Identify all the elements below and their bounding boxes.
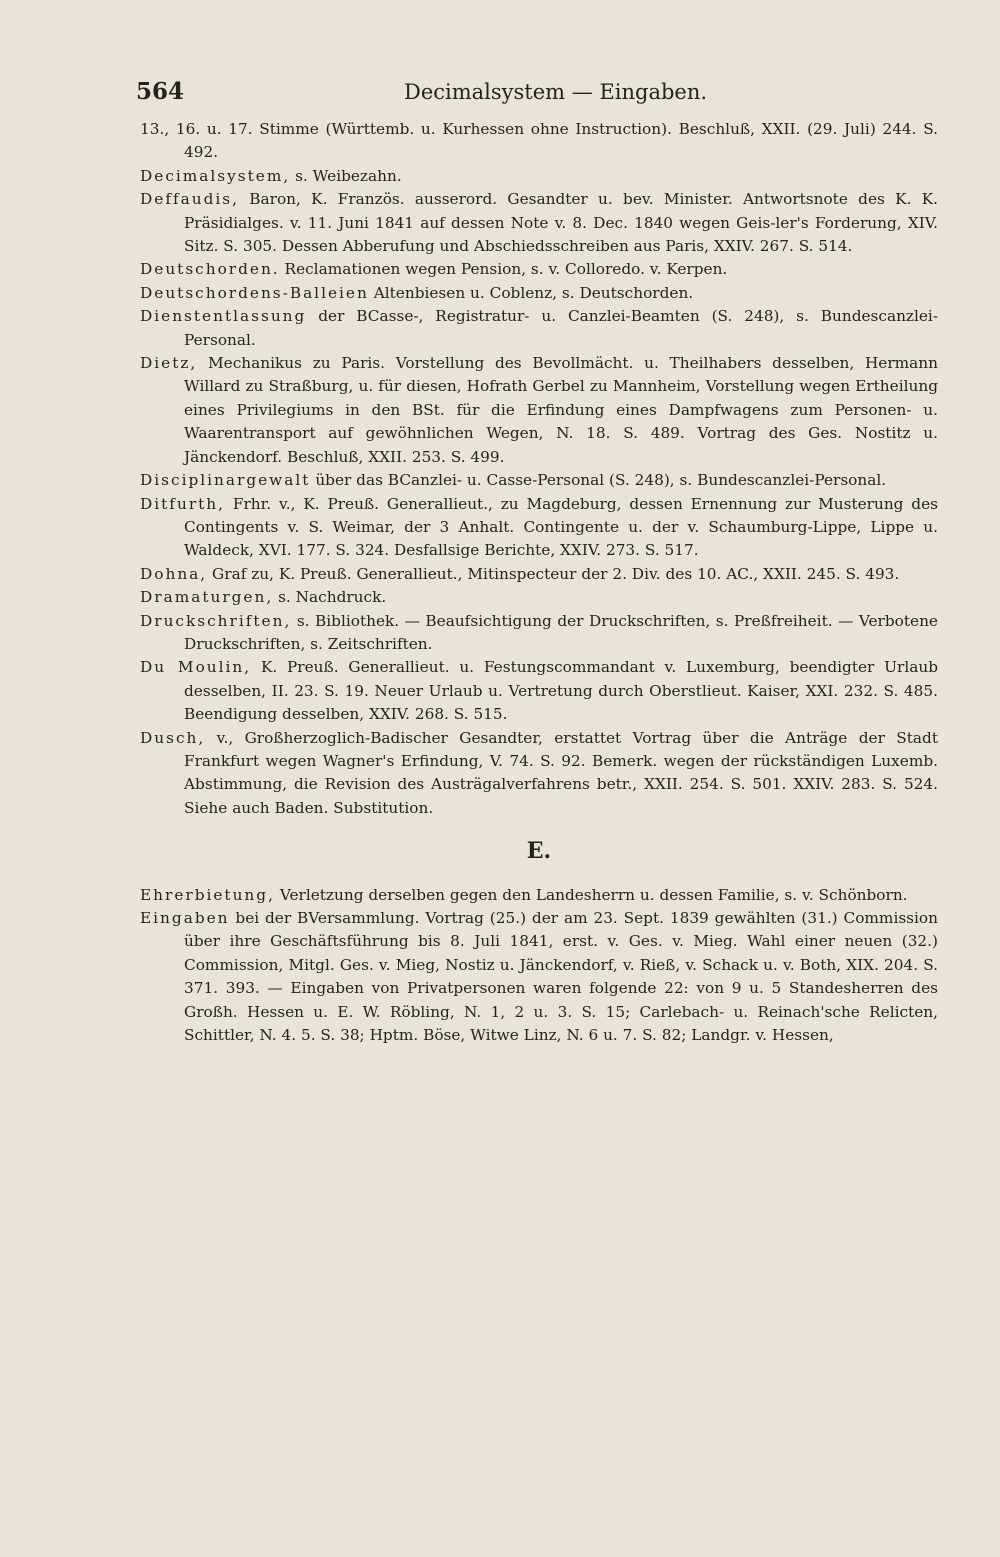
entry-text: Baron, K. Französ. ausserord. Gesandter u. bev. Minister. Antwortsnote des K. K. Präsidialges. v. 11. Juni 1841 auf dessen Note v. 8. Dec. 1840 wegen Geis-ler's Forderung, XIV. Sitz. S. 305. Dessen Abberufung und Abschiedsschreiben aus Paris, XXIV. 267. S. 514. bbox=[184, 190, 938, 256]
entry-term: Dusch, bbox=[140, 728, 206, 747]
index-entry bbox=[140, 469, 938, 492]
index-entry bbox=[140, 258, 938, 281]
entry-text: v., Großherzoglich-Badischer Gesandter, erstattet Vortrag über die Anträge der Stadt Frankfurt wegen Wagner's Erfindung, V. 74. S. 92. Bemerk. wegen der rückständigen Luxemb. Abstimmung, die Revision des Austrägalverfahrens betr., XXII. 254. S. 501. XXIV. 283. S. 524. Siehe auch Baden. Substitution. bbox=[184, 728, 938, 817]
entry-text: s. Weibezahn. bbox=[295, 166, 402, 185]
entry-term: Disciplinargewalt bbox=[140, 471, 311, 490]
entry-term: Deutschordens-Balleien bbox=[140, 283, 369, 302]
entry-term: Ditfurth, bbox=[140, 494, 225, 513]
entry-text: Altenbiesen u. Coblenz, s. Deutschorden. bbox=[373, 283, 694, 302]
entry-text: bei der BVersammlung. Vortrag (25.) der am 23. Sept. 1839 gewählten (31.) Commission über ihre Geschäftsführung bis 8. Juli 1841, erst. v. Ges. v. Mieg. Wahl einer neuen (32.) Commission, Mitgl. Ges. v. Mieg, Nostiz u. Jänckendorf, v. Rieß, v. Schack u. v. Both, XIX. 204. S. 371. 393. — Eingaben von Privatpersonen waren folgende 22: von 9 u. 5 Standesherren des Großh. Hessen u. E. W. Röbling, N. 1, 2 u. 3. S. 15; Carlebach- u. Reinach'sche Relicten, Schittler, N. 4. 5. S. 38; Hptm. Böse, Witwe Linz, N. 6 u. 7. S. 82; Landgr. v. Hessen, bbox=[184, 909, 938, 1045]
index-entry bbox=[140, 610, 938, 657]
section-letter: E. bbox=[526, 838, 552, 865]
index-entry bbox=[140, 352, 938, 469]
index-entry bbox=[140, 586, 938, 609]
index-entries bbox=[140, 118, 938, 1047]
entry-text: Graf zu, K. Preuß. Generallieut., Mitinspecteur der 2. Div. des 10. AC., XXII. 245. S. 493. bbox=[212, 564, 900, 583]
index-entry bbox=[140, 563, 938, 586]
entry-term: Druckschriften, bbox=[140, 611, 292, 630]
entry-text: s. Bibliothek. — Beaufsichtigung der Druckschriften, s. Preßfreiheit. — Verbotene Druckschriften, s. Zeitschriften. bbox=[184, 611, 938, 653]
entry-term: Du Moulin, bbox=[140, 658, 252, 677]
entries-after-section bbox=[140, 884, 938, 1048]
index-entry bbox=[140, 282, 938, 305]
index-entry bbox=[140, 656, 938, 726]
entry-term: Deutschorden. bbox=[140, 260, 280, 279]
entry-term: Decimalsystem, bbox=[140, 166, 291, 185]
index-entry bbox=[140, 118, 938, 165]
index-entry bbox=[140, 727, 938, 821]
entry-term: Dietz, bbox=[140, 354, 198, 373]
entry-text: Mechanikus zu Paris. Vorstellung des Bevollmächt. u. Theilhabers desselben, Hermann Willard zu Straßburg, u. für diesen, Hofrath Gerbel zu Mannheim, Vorstellung wegen Ertheilung eines Privilegiums in den BSt. für die Erfindung eines Dampfwagens zum Personen- u. Waarentransport auf gewöhnlichen Wegen, N. 18. S. 489. Vortrag des Ges. Nostitz u. Jänckendorf. Beschluß, XXII. 253. S. 499. bbox=[184, 354, 938, 466]
index-entry bbox=[140, 493, 938, 563]
entries-before-section bbox=[140, 118, 938, 820]
index-entry bbox=[140, 188, 938, 258]
index-entry bbox=[140, 884, 938, 907]
page-header bbox=[136, 78, 938, 118]
index-entry bbox=[140, 907, 938, 1047]
entry-text: Frhr. v., K. Preuß. Generallieut., zu Magdeburg, dessen Ernennung zur Musterung des Contingents v. S. Weimar, der 3 Anhalt. Contingente u. der v. Schaumburg-Lippe, Lippe u. Waldeck, XVI. 177. S. 324. Desfallsige Berichte, XXIV. 273. S. 517. bbox=[184, 494, 938, 560]
entry-term: Dohna, bbox=[140, 564, 208, 583]
entry-term: Dienstentlassung bbox=[140, 307, 307, 326]
running-head: Decimalsystem — Eingaben. bbox=[404, 80, 708, 104]
entry-text: 13., 16. u. 17. Stimme (Württemb. u. Kurhessen ohne Instruction). Beschluß, XXII. (29. Juli) 244. S. 492. bbox=[140, 120, 938, 162]
entry-term: Deffaudis, bbox=[140, 190, 240, 209]
entry-term: Dramaturgen, bbox=[140, 588, 274, 607]
index-entry bbox=[140, 165, 938, 188]
entry-text: s. Nachdruck. bbox=[278, 588, 387, 607]
entry-text: Reclamationen wegen Pension, s. v. Colloredo. v. Kerpen. bbox=[284, 260, 728, 279]
page-number: 564 bbox=[136, 78, 185, 105]
index-entry bbox=[140, 305, 938, 352]
entry-text: K. Preuß. Generallieut. u. Festungscommandant v. Luxemburg, beendigter Urlaub desselben, II. 23. S. 19. Neuer Urlaub u. Vertretung durch Oberstlieut. Kaiser, XXI. 232. S. 485. Beendigung desselben, XXIV. 268. S. 515. bbox=[184, 658, 938, 724]
entry-term: Ehrerbietung, bbox=[140, 885, 275, 904]
entry-text: Verletzung derselben gegen den Landesherrn u. dessen Familie, s. v. Schönborn. bbox=[279, 885, 908, 904]
entry-text: über das BCanzlei- u. Casse-Personal (S. 248), s. Bundescanzlei-Personal. bbox=[315, 471, 887, 490]
entry-term: Eingaben bbox=[140, 909, 230, 927]
entry-text: der BCasse-, Registratur- u. Canzlei-Beamten (S. 248), s. Bundescanzlei-Personal. bbox=[184, 307, 938, 349]
